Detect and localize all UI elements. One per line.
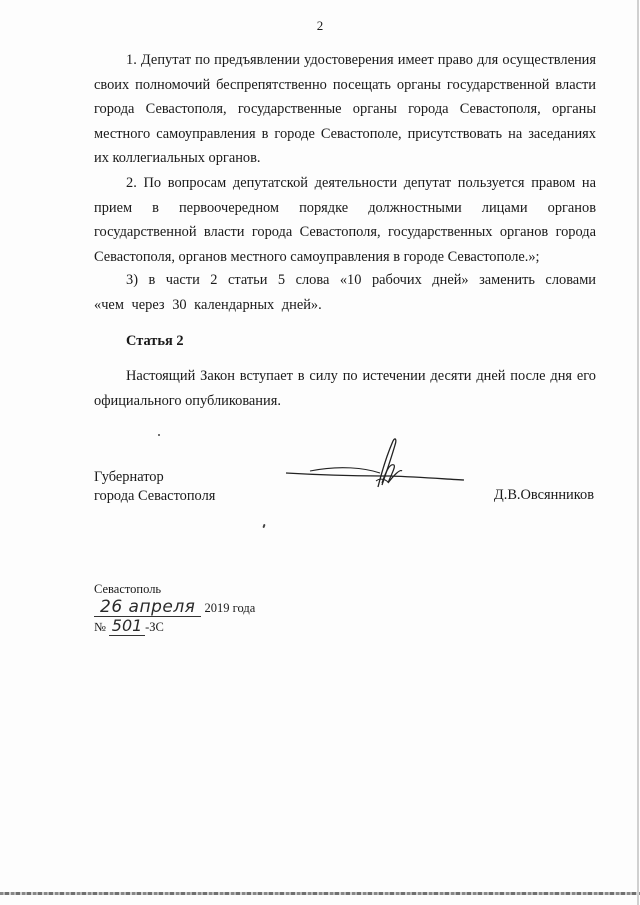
date-year: 2019 года xyxy=(204,601,256,615)
scan-bottom-edge xyxy=(0,892,640,895)
handwritten-date: 26 апреля xyxy=(94,598,201,617)
number-suffix: -ЗС xyxy=(145,620,164,634)
date-line xyxy=(94,598,255,617)
scan-right-edge xyxy=(637,0,639,905)
place-and-date-block xyxy=(94,580,255,636)
signatory-position-line-1: Губернатор xyxy=(94,469,164,485)
law-number-line xyxy=(94,617,255,636)
scan-speck xyxy=(262,524,265,528)
paragraph-item-2-text: 2. По вопросам депутатской деятельности депутат пользуется правом на прием в первоочередном порядке должностными лицами органов государственной власти города Севастополя, государственных органов города Севастополя, органов местного самоуправления в городе Севастополе.»; xyxy=(94,175,596,265)
handwritten-law-number: 501 xyxy=(109,617,145,636)
page-number: 2 xyxy=(316,18,324,33)
signatory-position-line-2: города Севастополя xyxy=(94,488,216,504)
paragraph-item-2 xyxy=(94,171,596,269)
signatory-name: Д.В.Овсянников xyxy=(493,487,594,503)
handwritten-signature xyxy=(280,435,470,495)
paragraph-item-1 xyxy=(94,48,596,171)
signatory-position xyxy=(94,468,215,506)
number-sign: № xyxy=(94,620,106,634)
scan-speck xyxy=(158,434,160,436)
paragraph-item-1-text: 1. Депутат по предъявлении удостоверения имеет право для осуществления своих полномочий беспрепятственно посещать органы государственной власти города Севастополя, государственные органы города Севастополя, органы местного самоуправления в городе Севастополе, присутствовать на заседаниях их коллегиальных органов. xyxy=(94,52,596,166)
paragraph-item-3 xyxy=(94,268,596,317)
place-city: Севастополь xyxy=(94,582,162,596)
article-2-body xyxy=(94,364,596,413)
paragraph-item-3-text: 3) в части 2 статьи 5 слова «10 рабочих дней» заменить словами «чем через 30 календарных дней». xyxy=(94,272,596,313)
article-2-text: Настоящий Закон вступает в силу по истечении десяти дней после дня его официального опубликования. xyxy=(94,368,596,409)
article-2-heading: Статья 2 xyxy=(126,333,184,349)
